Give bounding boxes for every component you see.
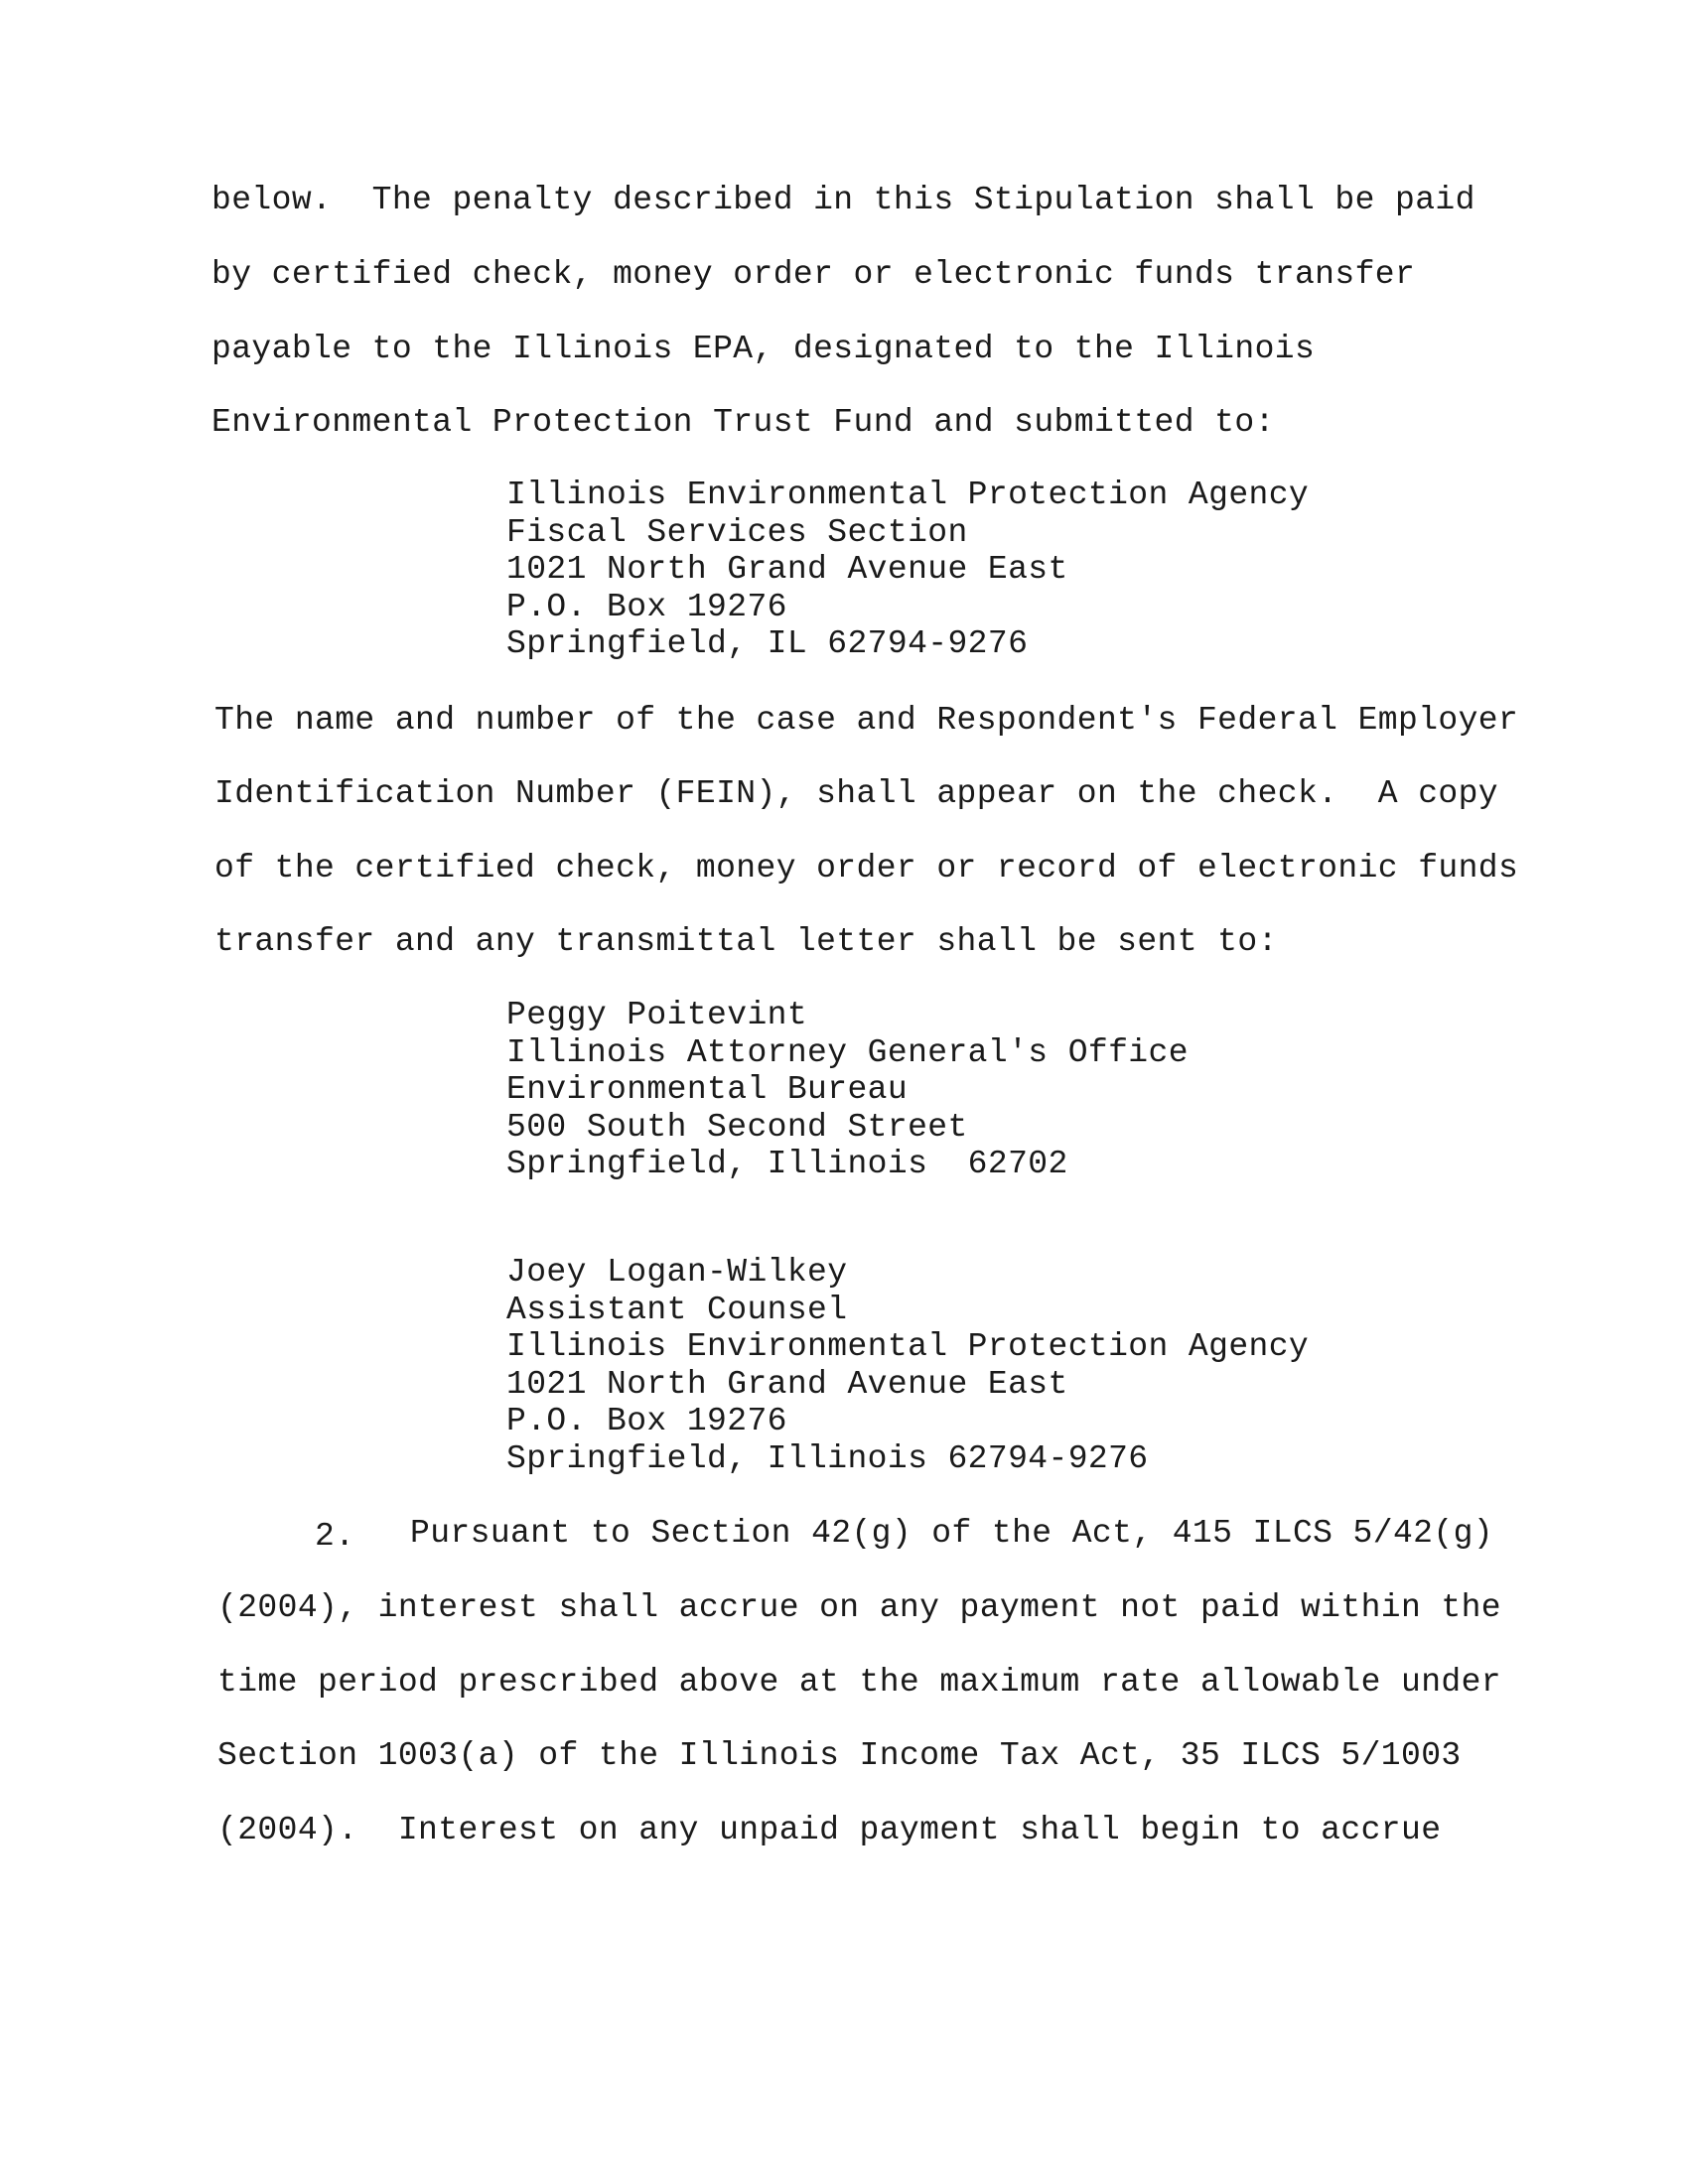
address-block-fiscal-services: [506, 477, 1309, 663]
text-line: The name and number of the case and Respondent's Federal Employer: [214, 702, 1519, 739]
address-line: Joey Logan-Wilkey: [506, 1254, 848, 1291]
address-line: Assistant Counsel: [506, 1291, 848, 1328]
address-line: Fiscal Services Section: [506, 513, 968, 551]
address-line: Peggy Poitevint: [506, 997, 808, 1033]
address-line: Illinois Attorney General's Office: [506, 1033, 1189, 1071]
address-line: 1021 North Grand Avenue East: [506, 551, 1068, 588]
address-line: Springfield, Illinois 62702: [506, 1146, 1068, 1182]
address-block-assistant-counsel: [506, 1254, 1309, 1477]
address-line: 500 South Second Street: [506, 1108, 968, 1146]
address-line: Environmental Bureau: [506, 1071, 909, 1108]
address-block-attorney-general: [506, 997, 1189, 1183]
paragraph-number: 2.: [315, 1518, 355, 1555]
address-line: Springfield, IL 62794-9276: [506, 625, 1029, 662]
text-line: by certified check, money order or electronic funds transfer: [211, 256, 1416, 293]
text-line: of the certified check, money order or record of electronic funds: [214, 850, 1519, 887]
text-line: (2004). Interest on any unpaid payment shall begin to accrue: [217, 1812, 1442, 1848]
text-line: transfer and any transmittal letter shall be sent to:: [214, 923, 1278, 960]
address-line: Illinois Environmental Protection Agency: [506, 477, 1310, 513]
text-line: Identification Number (FEIN), shall appear on the check. A copy: [214, 775, 1499, 812]
address-line: Illinois Environmental Protection Agency: [506, 1328, 1310, 1365]
text-line: Pursuant to Section 42(g) of the Act, 415 ILCS 5/42(g): [410, 1515, 1493, 1552]
text-line: Environmental Protection Trust Fund and submitted to:: [211, 404, 1275, 441]
text-line: below. The penalty described in this Stipulation shall be paid: [211, 182, 1475, 218]
address-line: P.O. Box 19276: [506, 588, 787, 625]
address-line: P.O. Box 19276: [506, 1403, 787, 1439]
text-line: payable to the Illinois EPA, designated to the Illinois: [211, 331, 1316, 367]
text-line: Section 1003(a) of the Illinois Income Tax Act, 35 ILCS 5/1003: [217, 1737, 1462, 1774]
address-line: 1021 North Grand Avenue East: [506, 1365, 1068, 1403]
address-line: Springfield, Illinois 62794-9276: [506, 1439, 1149, 1477]
text-line: (2004), interest shall accrue on any payment not paid within the: [217, 1589, 1502, 1626]
text-line: time period prescribed above at the maximum rate allowable under: [217, 1664, 1502, 1701]
